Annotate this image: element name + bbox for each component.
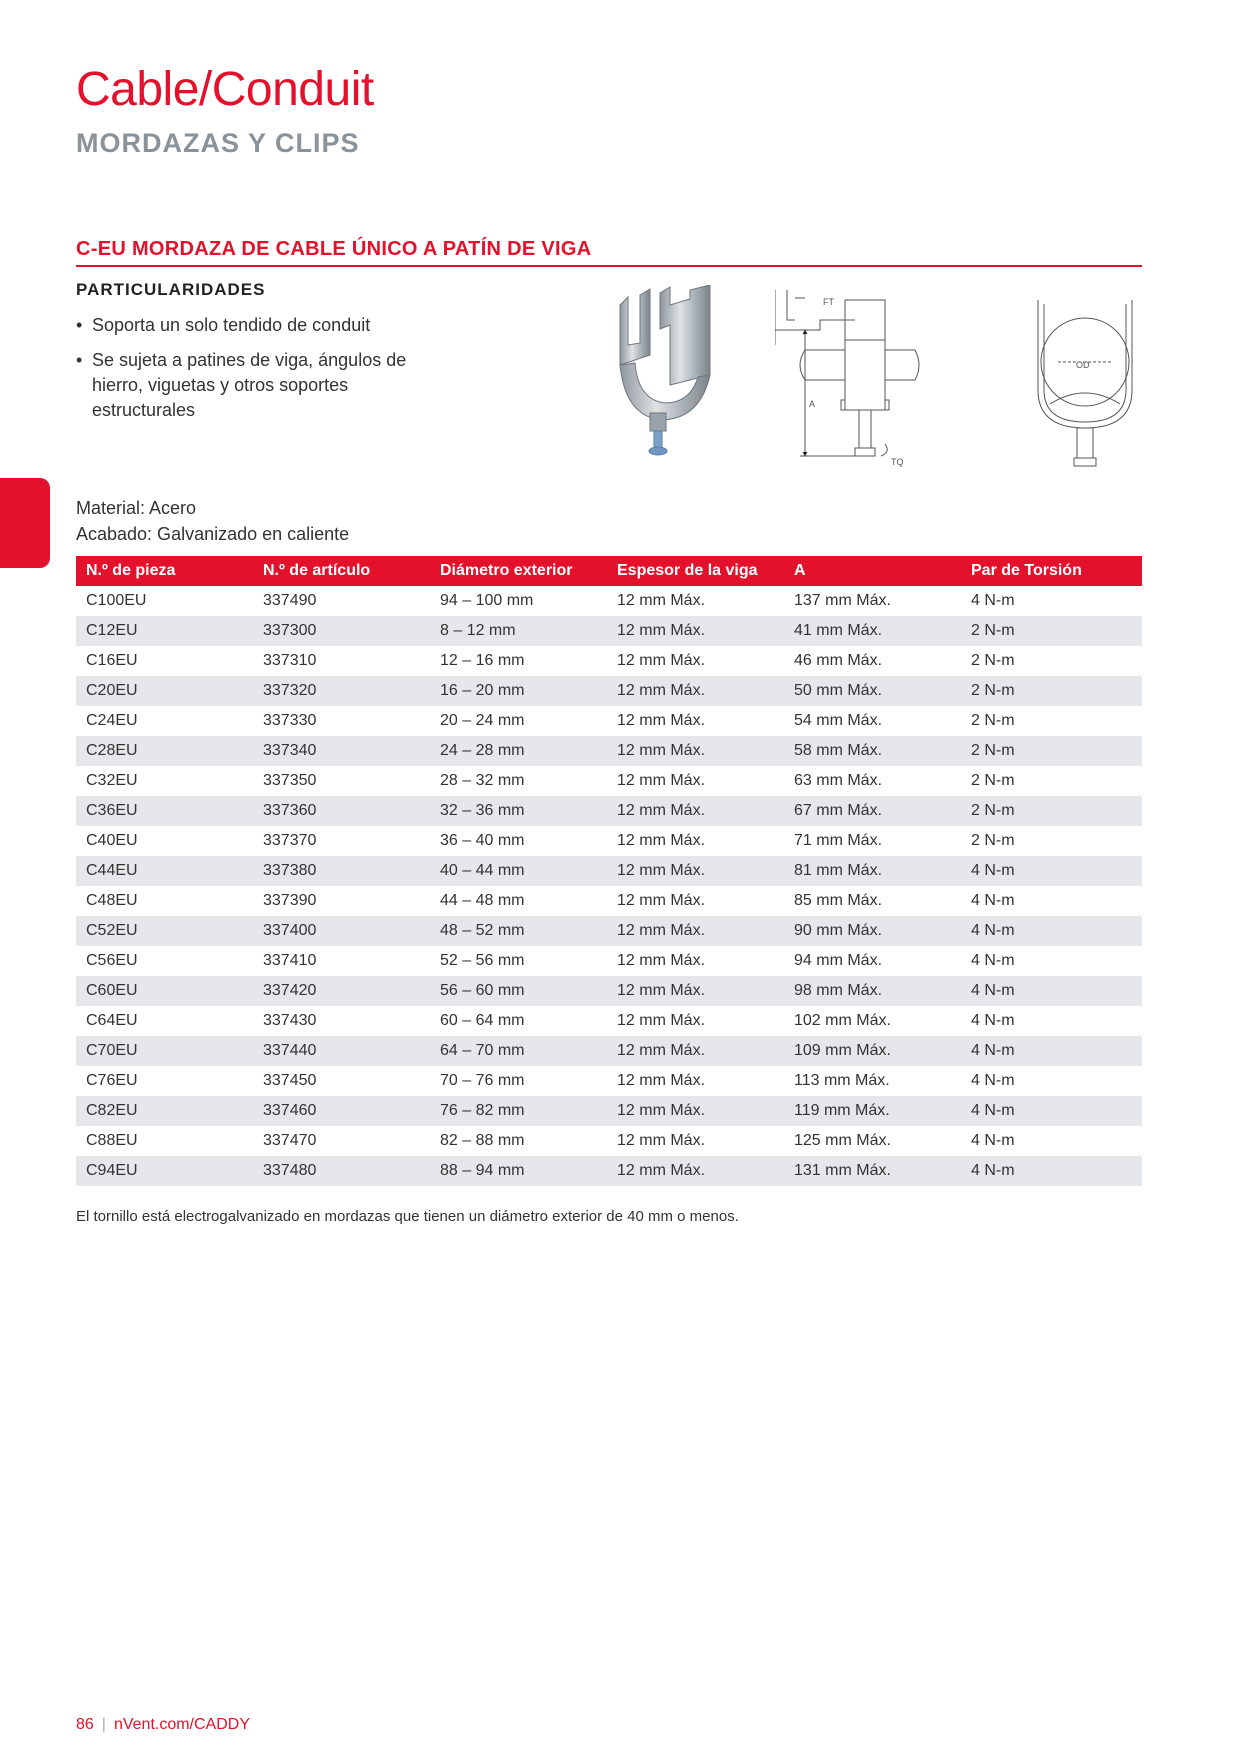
table-row bbox=[76, 706, 1142, 736]
cell-a: 102 mm Máx. bbox=[794, 1012, 891, 1029]
cell-a: 67 mm Máx. bbox=[784, 796, 961, 826]
cell-outer-diameter: 16 – 20 mm bbox=[430, 676, 607, 706]
table-header-row bbox=[76, 556, 1142, 586]
cell-article-number: 337330 bbox=[263, 712, 317, 729]
spec-table bbox=[76, 556, 1142, 1186]
cell-torque: 4 N-m bbox=[971, 592, 1015, 609]
page-title: Cable/Conduit bbox=[76, 63, 374, 116]
cell-a: 109 mm Máx. bbox=[784, 1036, 961, 1066]
cell-part-number: C48EU bbox=[86, 892, 138, 909]
cell-outer-diameter: 88 – 94 mm bbox=[430, 1156, 607, 1186]
cell-beam-thickness: 12 mm Máx. bbox=[607, 976, 784, 1006]
cell-a: 90 mm Máx. bbox=[784, 916, 961, 946]
table-row bbox=[76, 1156, 1142, 1186]
table-row bbox=[76, 1096, 1142, 1126]
cell-a: 113 mm Máx. bbox=[794, 1072, 890, 1089]
cell-torque: 2 N-m bbox=[961, 736, 1142, 766]
cell-beam-thickness: 12 mm Máx. bbox=[607, 1036, 784, 1066]
cell-article-number: 337460 bbox=[253, 1096, 430, 1126]
cell-outer-diameter: 56 – 60 mm bbox=[430, 976, 607, 1006]
cell-beam-thickness: 12 mm Máx. bbox=[607, 916, 784, 946]
cell-a: 125 mm Máx. bbox=[794, 1132, 891, 1149]
cell-a: 58 mm Máx. bbox=[784, 736, 961, 766]
cell-a: 54 mm Máx. bbox=[794, 712, 883, 729]
cell-article-number: 337370 bbox=[263, 832, 317, 849]
page-number: 86 bbox=[76, 1716, 94, 1733]
cell-outer-diameter: 20 – 24 mm bbox=[440, 712, 525, 729]
cell-torque: 4 N-m bbox=[961, 1096, 1142, 1126]
cell-outer-diameter: 44 – 48 mm bbox=[440, 892, 525, 909]
cell-beam-thickness: 12 mm Máx. bbox=[617, 652, 706, 669]
cell-a: 71 mm Máx. bbox=[794, 832, 883, 849]
cell-a: 50 mm Máx. bbox=[784, 676, 961, 706]
cell-torque: 4 N-m bbox=[971, 1012, 1015, 1029]
header-torque: Par de Torsión bbox=[961, 556, 1142, 586]
header-part-number: N.º de pieza bbox=[76, 556, 253, 586]
table-body bbox=[76, 586, 1142, 1186]
cell-torque: 2 N-m bbox=[961, 796, 1142, 826]
features-heading: PARTICULARIDADES bbox=[76, 280, 266, 299]
table-row bbox=[76, 856, 1142, 886]
footer-separator: | bbox=[101, 1716, 106, 1733]
cell-beam-thickness: 12 mm Máx. bbox=[607, 1096, 784, 1126]
cell-article-number: 337310 bbox=[263, 652, 317, 669]
cell-torque: 4 N-m bbox=[971, 1072, 1015, 1089]
footnote: El tornillo está electrogalvanizado en mordazas que tienen un diámetro exterior de 40 mm o menos. bbox=[76, 1208, 739, 1225]
cell-outer-diameter: 52 – 56 mm bbox=[440, 952, 525, 969]
cell-outer-diameter: 60 – 64 mm bbox=[440, 1012, 525, 1029]
cell-beam-thickness: 12 mm Máx. bbox=[607, 1156, 784, 1186]
od-label: OD bbox=[1076, 360, 1090, 370]
cell-part-number: C20EU bbox=[76, 676, 253, 706]
footer-link[interactable]: nVent.com/CADDY bbox=[113, 1716, 251, 1733]
cell-torque: 4 N-m bbox=[961, 916, 1142, 946]
feature-text: Se sujeta a patines de viga, ángulos de hierro, viguetas y otros soportes estructurales bbox=[92, 350, 407, 420]
cell-outer-diameter: 32 – 36 mm bbox=[430, 796, 607, 826]
cell-part-number: C76EU bbox=[86, 1072, 138, 1089]
cell-beam-thickness: 12 mm Máx. bbox=[617, 712, 706, 729]
cell-article-number: 337420 bbox=[253, 976, 430, 1006]
cell-beam-thickness: 12 mm Máx. bbox=[617, 952, 706, 969]
table-row bbox=[76, 1066, 1142, 1096]
material-line: Material: Acero bbox=[76, 498, 197, 518]
cell-outer-diameter: 48 – 52 mm bbox=[430, 916, 607, 946]
cell-outer-diameter: 8 – 12 mm bbox=[430, 616, 607, 646]
cell-a: 98 mm Máx. bbox=[784, 976, 961, 1006]
cell-article-number: 337350 bbox=[263, 772, 317, 789]
cell-beam-thickness: 12 mm Máx. bbox=[617, 1132, 706, 1149]
cell-article-number: 337430 bbox=[263, 1012, 317, 1029]
bullet-icon: • bbox=[76, 350, 83, 370]
table-row bbox=[76, 916, 1142, 946]
cell-article-number: 337400 bbox=[253, 916, 430, 946]
page-subtitle: MORDAZAS Y CLIPS bbox=[76, 128, 360, 158]
cell-part-number: C94EU bbox=[76, 1156, 253, 1186]
cell-part-number: C100EU bbox=[86, 592, 147, 609]
cell-torque: 4 N-m bbox=[971, 892, 1015, 909]
table-row bbox=[76, 1126, 1142, 1156]
cell-beam-thickness: 12 mm Máx. bbox=[607, 796, 784, 826]
cell-outer-diameter: 82 – 88 mm bbox=[440, 1132, 525, 1149]
cell-beam-thickness: 12 mm Máx. bbox=[607, 736, 784, 766]
cell-article-number: 337410 bbox=[263, 952, 317, 969]
cell-outer-diameter: 76 – 82 mm bbox=[430, 1096, 607, 1126]
cell-part-number: C60EU bbox=[76, 976, 253, 1006]
cell-a: 46 mm Máx. bbox=[794, 652, 883, 669]
section-title: C-EU MORDAZA DE CABLE ÚNICO A PATÍN DE VIGA bbox=[76, 238, 592, 260]
cell-part-number: C88EU bbox=[86, 1132, 138, 1149]
material-info bbox=[76, 495, 349, 547]
section-tab-marker bbox=[0, 478, 50, 568]
cell-a: 94 mm Máx. bbox=[794, 952, 883, 969]
table-row bbox=[76, 886, 1142, 916]
cell-beam-thickness: 12 mm Máx. bbox=[617, 892, 706, 909]
cell-a: 85 mm Máx. bbox=[794, 892, 883, 909]
a-label: A bbox=[809, 399, 816, 409]
cell-article-number: 337450 bbox=[263, 1072, 317, 1089]
cell-beam-thickness: 12 mm Máx. bbox=[607, 676, 784, 706]
bullet-icon: • bbox=[76, 315, 83, 335]
table-row bbox=[76, 946, 1142, 976]
cell-beam-thickness: 12 mm Máx. bbox=[617, 832, 706, 849]
cell-outer-diameter: 70 – 76 mm bbox=[440, 1072, 525, 1089]
header-a: A bbox=[784, 556, 961, 586]
cell-a: 63 mm Máx. bbox=[794, 772, 883, 789]
cell-article-number: 337300 bbox=[253, 616, 430, 646]
cell-part-number: C52EU bbox=[76, 916, 253, 946]
cell-beam-thickness: 12 mm Máx. bbox=[617, 1012, 706, 1029]
cell-beam-thickness: 12 mm Máx. bbox=[617, 1072, 706, 1089]
cell-torque: 2 N-m bbox=[971, 652, 1015, 669]
cell-part-number: C44EU bbox=[76, 856, 253, 886]
cell-torque: 2 N-m bbox=[961, 616, 1142, 646]
finish-line: Acabado: Galvanizado en caliente bbox=[76, 524, 350, 544]
header-beam-thickness: Espesor de la viga bbox=[607, 556, 784, 586]
table-row bbox=[76, 766, 1142, 796]
cell-part-number: C40EU bbox=[86, 832, 138, 849]
cell-article-number: 337340 bbox=[253, 736, 430, 766]
ft-label: FT bbox=[823, 297, 834, 307]
front-view-diagram bbox=[1030, 300, 1140, 470]
cell-part-number: C56EU bbox=[86, 952, 138, 969]
cell-article-number: 337470 bbox=[263, 1132, 317, 1149]
cell-a: 81 mm Máx. bbox=[784, 856, 961, 886]
cell-torque: 2 N-m bbox=[971, 832, 1015, 849]
table-row bbox=[76, 676, 1142, 706]
cell-torque: 4 N-m bbox=[961, 1036, 1142, 1066]
table-row bbox=[76, 736, 1142, 766]
product-photo bbox=[610, 285, 730, 465]
cell-outer-diameter: 94 – 100 mm bbox=[440, 592, 534, 609]
cell-torque: 4 N-m bbox=[971, 952, 1015, 969]
cell-article-number: 337490 bbox=[263, 592, 317, 609]
cell-outer-diameter: 24 – 28 mm bbox=[430, 736, 607, 766]
cell-beam-thickness: 12 mm Máx. bbox=[617, 772, 706, 789]
section-divider bbox=[76, 265, 1142, 267]
cell-article-number: 337390 bbox=[263, 892, 317, 909]
features-list bbox=[76, 313, 416, 433]
cell-torque: 4 N-m bbox=[961, 976, 1142, 1006]
cell-outer-diameter: 36 – 40 mm bbox=[440, 832, 525, 849]
header-article-number: N.º de artículo bbox=[253, 556, 430, 586]
cell-torque: 2 N-m bbox=[971, 772, 1015, 789]
cell-part-number: C16EU bbox=[86, 652, 138, 669]
feature-item bbox=[76, 348, 416, 423]
cell-outer-diameter: 28 – 32 mm bbox=[440, 772, 525, 789]
cell-part-number: C64EU bbox=[86, 1012, 138, 1029]
cell-part-number: C36EU bbox=[76, 796, 253, 826]
cell-part-number: C32EU bbox=[86, 772, 138, 789]
tq-label: TQ bbox=[891, 457, 904, 467]
cell-part-number: C24EU bbox=[86, 712, 138, 729]
cell-a: 119 mm Máx. bbox=[784, 1096, 961, 1126]
cell-part-number: C12EU bbox=[76, 616, 253, 646]
cell-torque: 4 N-m bbox=[961, 1156, 1142, 1186]
cell-article-number: 337320 bbox=[253, 676, 430, 706]
cell-a: 137 mm Máx. bbox=[794, 592, 891, 609]
header-outer-diameter: Diámetro exterior bbox=[430, 556, 607, 586]
table-row bbox=[76, 796, 1142, 826]
side-view-diagram bbox=[775, 290, 925, 480]
cell-article-number: 337480 bbox=[253, 1156, 430, 1186]
cell-a: 131 mm Máx. bbox=[784, 1156, 961, 1186]
cell-part-number: C28EU bbox=[76, 736, 253, 766]
cell-outer-diameter: 40 – 44 mm bbox=[430, 856, 607, 886]
cell-torque: 4 N-m bbox=[961, 856, 1142, 886]
table-row bbox=[76, 616, 1142, 646]
table-row bbox=[76, 976, 1142, 1006]
table-row bbox=[76, 646, 1142, 676]
table-row bbox=[76, 826, 1142, 856]
footer bbox=[76, 1716, 250, 1734]
feature-text: Soporta un solo tendido de conduit bbox=[92, 315, 371, 335]
cell-part-number: C82EU bbox=[76, 1096, 253, 1126]
table-row bbox=[76, 1006, 1142, 1036]
cell-part-number: C70EU bbox=[76, 1036, 253, 1066]
table-row bbox=[76, 1036, 1142, 1066]
cell-outer-diameter: 12 – 16 mm bbox=[440, 652, 525, 669]
feature-item bbox=[76, 313, 416, 338]
cell-article-number: 337380 bbox=[253, 856, 430, 886]
cell-outer-diameter: 64 – 70 mm bbox=[430, 1036, 607, 1066]
cell-torque: 2 N-m bbox=[961, 676, 1142, 706]
cell-torque: 4 N-m bbox=[971, 1132, 1015, 1149]
cell-article-number: 337360 bbox=[253, 796, 430, 826]
table-row bbox=[76, 586, 1142, 616]
cell-a: 41 mm Máx. bbox=[784, 616, 961, 646]
cell-torque: 2 N-m bbox=[971, 712, 1015, 729]
cell-beam-thickness: 12 mm Máx. bbox=[617, 592, 706, 609]
cell-beam-thickness: 12 mm Máx. bbox=[607, 616, 784, 646]
cell-article-number: 337440 bbox=[253, 1036, 430, 1066]
cell-beam-thickness: 12 mm Máx. bbox=[607, 856, 784, 886]
